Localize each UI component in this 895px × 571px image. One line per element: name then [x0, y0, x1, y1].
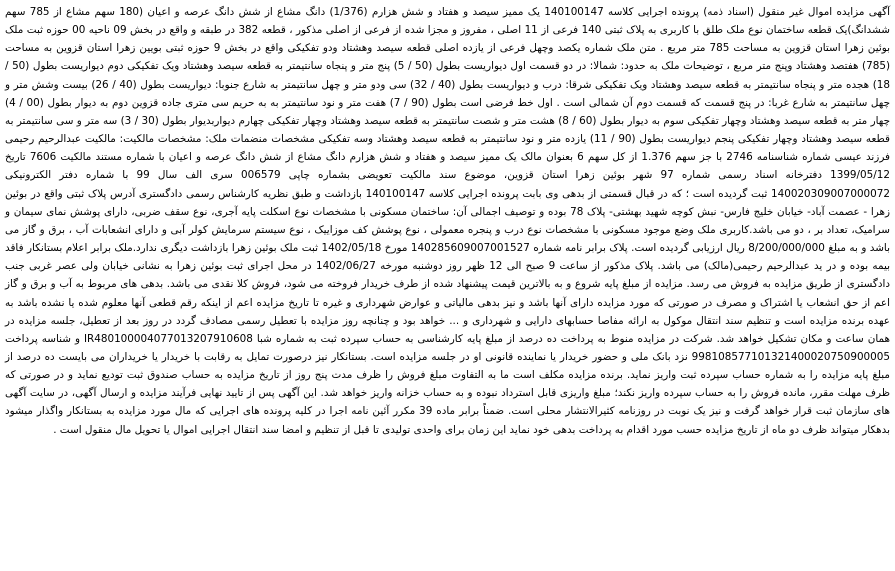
notice-body-text: آگهی مزایده اموال غیر منقول (اسناد ذمه) پرونده اجرایی کلاسه 140100147 یک ممیز سیصد و هفتاد و شش هزارم (1/376) دانگ مشاع از شش دانگ عرصه و اعیان (180 سهم مشاع از 785 سهم ششدانگ)یک قطعه ساختمان نوع ملک طلق با کاربری به پلاک ثبتی 140 فرعی از 11 اصلی ، مفروز و مجزا شده از فرعی از اصلی مذکور ، قطعه 382 در طبقه و واقع در بخش 09 ناحیه 00 حوزه ثبت ملک بوئین زهرا استان قزوین به مساحت 785 متر مربع . متن ملک شماره یکصد وچهل فرعی از یازده اصلی قطعه سیصد وهشتاد ودو تفکیکی واقع در بخش 9 حوزه ثبتی بویین زهرا استان قزوین به مساحت (785) هفتصد وهشتاد وپنج متر مربع ، توضیحات ملک به حدود: شمالا: در دو قسمت اول دیواریست بطول (50 / 5) پنج متر و پنجاه سانتیمتر به قطعه سیصد وهشتاد ویک تفکیکی دوم دیواریست بطول (50 / 18) هجده متر و پنجاه سانتیمتر به قطعه سیصد وهشتاد ویک تفکیکی شرقا: درب و دیواریست بطول (40 / 32) سی ودو متر و چهل سانتیمتر به شارع جنوبا: دیواریست بطول (40 / 26) بیست وشش متر و چهل سانتیمتر به شارع غربا: در پنج قسمت که قسمت دوم آن شمالی است . اول خط فرضی است بطول (90 / 7) هفت متر و نود سانتیمتر به به حریم سی متری جاده قزوین دوم به دیوار بطول (00 / 4) چهار متر به قطعه سیصد وهشتاد وچهار تفکیکی سوم به دیوار بطول (60 / 8) هشت متر و شصت سانتیمتر به قطعه سیصد وهشتاد وچهار تفکیکی چهارم دیواربدیوار بطول (30 / 3) سه متر و سی سانتیمتر به قطعه سیصد وهشتاد وچهار تفکیکی پنجم دیواریست بطول (90 / 11) یازده متر و نود سانتیمتر به قطعه سیصد وهشتاد وسه تفکیکی مشخصات منضمات ملک: مشخصات مالکیت: مالکیت عبدالرحیم رحیمی فرزند عیسی شماره شناسنامه 2746 با جز سهم 1.376 از کل سهم 6 بعنوان مالک یک ممیز سیصد و هفتاد و شش هزارم دانگ مشاع از شش دانگ عرصه و اعیان با شماره مستند مالکیت 7606 تاریخ 1399/05/12 دفترخانه اسناد رسمی شماره 97 شهر بوئین زهرا استان قزوین، موضوع سند مالکیت تعویضی بشماره چاپی 006579 سری الف سال 99 با شماره دفتر الکترونیکی 140020309007000072 ثبت گردیده است ؛ که در قبال قسمتی از بدهی وی بابت پرونده اجرایی کلاسه 140100147 بازداشت و طبق نظریه کارشناس رسمی دادگستری آدرس پلاک ثبتی واقع در بوئین زهرا - عصمت آباد- خیابان خلیج فارس- نبش کوچه شهید بهشتی- پلاک 78 بوده و توصیف اجمالی آن: ساختمان مسکونی با مشخصات نوع اسکلت پایه آجری، نوع سقف ضربی، دارای پوشش نمای سیمان و سرامیک، تعداد بر ، دو می باشد.کاربری ملک وضع موجود مسکونی با مشخصات نوع درب و پنجره معمولی ، نوع پوشش کف موزاییک ، نوع سیستم سرمایش کولر آبی و دارای انشعابات آب ، برق و گاز می باشد و به مبلغ 8/200/000/000 ریال ارزیابی گردیده است. پلاک برابر نامه شماره 140285609007001527 مورخ 1402/05/18 ثبت ملک بوئین زهرا بازداشت دیگری ندارد.ملک برابر اعلام بستانکار فاقد بیمه بوده و در ید عبدالرحیم رحیمی(مالک) می باشد. پلاک مذکور از ساعت 9 صبح الی 12 ظهر روز دوشنبه مورخه 1402/06/27 در محل اجرای ثبت بوئین زهرا به نشانی خیابان ولی عصر غربی جنب دادگستری از طریق مزایده به فروش می رسد. مزایده از مبلغ پایه شروع و به بالاترین قیمت پیشنهاد شده از طرف خریدار فروخته می شود، فروش کلا نقدی می باشد. بدهی های مربوط به آب و برق و گاز اعم از حق انشعاب یا اشتراک و مصرف در صورتی که مورد مزایده دارای آنها باشد و نیز بدهی مالیاتی و عوارض شهرداری و غیره تا تاریخ مزایده اعم از اینکه رقم قطعی آنها معلوم شده یا نشده باشد به عهده برنده مزایده است و تنظیم سند انتقال موکول به ارائه مفاصا حسابهای دارایی و شهرداری و ... خواهد بود و چنانچه روز مزایده با تعطیل رسمی مصادف گردد در روز بعد از تعطیل، جلسه مزایده در همان ساعت و مکان تشکیل خواهد شد. شرکت در مزایده منوط به پرداخت ده درصد از مبلغ پایه کارشناسی به حساب سپرده ثبت به شماره شبا IR480100004077013207910608 و شناسه پرداخت 998108577101321400020750900005 نزد بانک ملی و حضور خریدار یا نماینده قانونی او در جلسه مزایده است. بستانکار نیز درصورت تمایل به رقابت با خریدار یا خریداران می بایست ده درصد از مبلغ پایه مزایده را به شماره حساب سپرده ثبت واریز نماید. برنده مزایده مکلف است ما به التفاوت مبلغ فروش را ظرف مدت پنج روز از تاریخ مزایده به حساب صندوق ثبت تودیع نماید و در صورتی که ظرف مهلت مقرر، مانده فروش را به حساب سپرده واریز نکند؛ مبلغ واریزی قابل استرداد نبوده و به حساب خزانه واریز خواهد شد. این آگهی پس از تایید نهایی فرآیند مزایده و ارسال آگهی، در سایت آگهی های سازمان ثبت قرار خواهد گرفت و نیز یک نوبت در روزنامه کثیرالانتشار محلی است. ضمناً برابر ماده 39 مکرر آئین نامه اجرا در کلیه پرونده های اجرایی که مال مورد مزایده به بستانکار واگذار میشود بدهکار میتواند ظرف دو ماه از تاریخ مزایده حسب مورد اقدام به پرداخت بدهی خود نماید این زمان برای واحدی تولیدی تا قبل از تنظیم و امضا سند انتقال اجرایی اموال یا تحویل مال منقول است .	[5, 6, 891, 436]
